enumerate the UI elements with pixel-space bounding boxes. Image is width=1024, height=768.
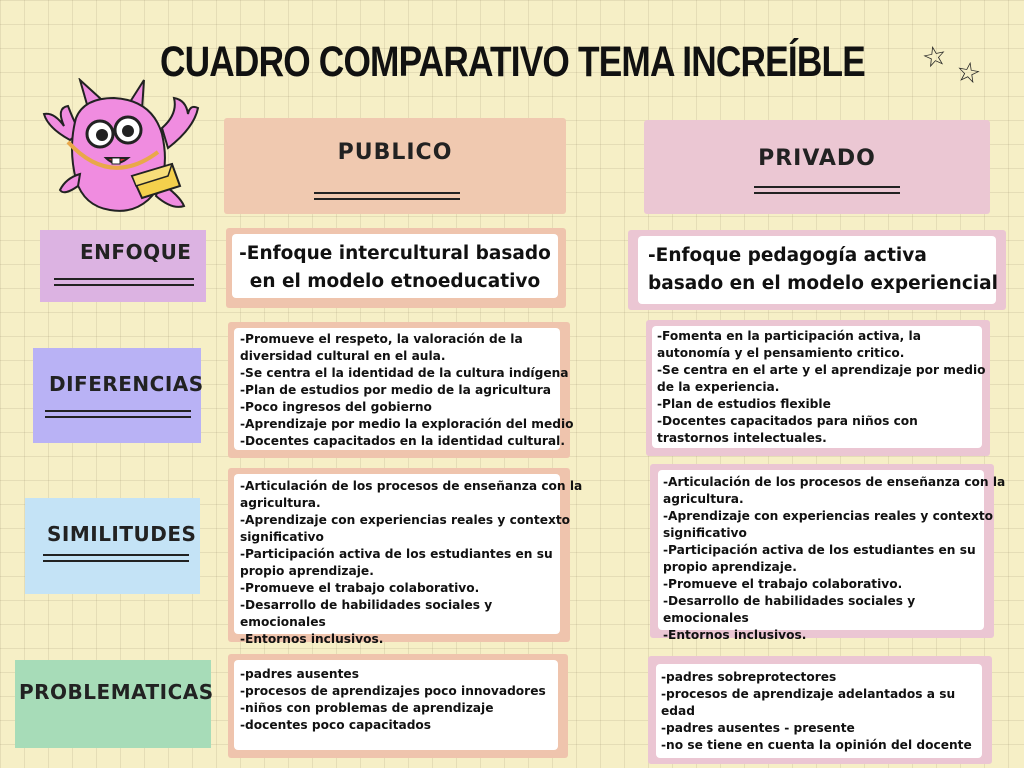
text-line: -padres ausentes - presente — [661, 721, 855, 735]
text-line: -padres sobreprotectores — [661, 670, 837, 684]
row-label-text: PROBLEMATICAS — [19, 680, 214, 704]
text-line: -procesos de aprendizajes poco innovadores — [240, 684, 546, 698]
text-line: -Docentes capacitados para niños con — [657, 414, 918, 428]
text-line: trastornos intelectuales. — [657, 431, 827, 445]
text-line: de la experiencia. — [657, 380, 780, 394]
text-line: -Docentes capacitados en la identidad cultural. — [240, 434, 565, 448]
text-line: significativo — [240, 530, 324, 544]
text-line: -Entornos inclusivos. — [663, 628, 807, 642]
cell-privado-similitudes — [650, 464, 1006, 642]
text-line: propio aprendizaje. — [663, 560, 797, 574]
text-line: -Promueve el respeto, la valoración de la — [240, 332, 523, 346]
underline-divider — [45, 410, 191, 412]
text-line: -Articulación de los procesos de enseñanza con la — [663, 475, 1006, 489]
cell-publico-problematicas — [228, 654, 568, 758]
text-line: -Promueve el trabajo colaborativo. — [240, 581, 480, 595]
text-line: emocionales — [240, 615, 326, 629]
underline-divider — [54, 284, 194, 286]
page-title: CUADRO COMPARATIVO TEMA INCREÍBLE — [160, 38, 865, 86]
text-line: -docentes poco capacitados — [240, 718, 432, 732]
text-line: -Se centra en el arte y el aprendizaje por medio — [657, 363, 986, 377]
text-line: -niños con problemas de aprendizaje — [240, 701, 494, 715]
text-line: -Enfoque pedagogía activa — [648, 245, 927, 266]
underline-divider — [54, 278, 194, 280]
column-header-publico — [224, 118, 566, 214]
row-label-diferencias — [33, 348, 204, 443]
row-label-text: ENFOQUE — [80, 240, 192, 264]
column-label-publico: PUBLICO — [337, 140, 453, 165]
text-line: en el modelo etnoeducativo — [249, 271, 541, 292]
text-line: -Enfoque intercultural basado — [239, 243, 551, 264]
diferencias-card — [234, 328, 574, 450]
column-header-privado — [644, 120, 990, 214]
cell-publico-enfoque — [226, 228, 566, 308]
row-label-problematicas — [15, 660, 214, 748]
text-line: significativo — [663, 526, 747, 540]
text-line: -Participación activa de los estudiantes en su — [663, 543, 976, 557]
enfoque-card — [232, 234, 558, 298]
text-line: diversidad cultural en el aula. — [240, 349, 446, 363]
similitudes-card — [658, 470, 1006, 642]
underline-divider — [43, 554, 189, 556]
cell-publico-diferencias — [228, 322, 574, 458]
text-line: edad — [661, 704, 695, 718]
text-line: -Aprendizaje por medio la exploración del medio — [240, 417, 574, 431]
enfoque-card — [638, 236, 996, 304]
diferencias-card — [652, 326, 986, 448]
text-line: agricultura. — [663, 492, 744, 506]
text-line: -Aprendizaje con experiencias reales y contexto — [663, 509, 994, 523]
underline-divider — [314, 192, 460, 194]
cell-publico-similitudes — [228, 468, 583, 646]
star-icon: ☆ — [953, 54, 984, 91]
text-line: emocionales — [663, 611, 749, 625]
underline-divider — [45, 416, 191, 418]
text-line: agricultura. — [240, 496, 321, 510]
text-line: -Fomenta en la participación activa, la — [657, 329, 921, 343]
text-line: -Se centra el la identidad de la cultura indígena — [240, 366, 569, 380]
text-line: -Participación activa de los estudiantes en su — [240, 547, 553, 561]
row-label-enfoque — [40, 230, 206, 302]
text-line: propio aprendizaje. — [240, 564, 374, 578]
text-line: -Plan de estudios flexible — [657, 397, 831, 411]
problematicas-card — [234, 660, 558, 750]
column-label-privado: PRIVADO — [758, 146, 876, 171]
text-line: -Poco ingresos del gobierno — [240, 400, 432, 414]
problematicas-card — [656, 664, 982, 758]
text-line: -Desarrollo de habilidades sociales y — [663, 594, 916, 608]
underline-divider — [314, 198, 460, 200]
text-line: -padres ausentes — [240, 667, 359, 681]
pink-monster-icon — [40, 78, 200, 218]
cell-privado-enfoque — [628, 230, 1006, 310]
row-label-similitudes — [25, 498, 200, 594]
similitudes-card — [234, 474, 583, 646]
text-line: -Plan de estudios por medio de la agricultura — [240, 383, 552, 397]
cell-privado-diferencias — [646, 320, 990, 456]
underline-divider — [43, 560, 189, 562]
row-label-text: DIFERENCIAS — [49, 372, 204, 396]
star-icon: ☆ — [918, 37, 951, 76]
underline-divider — [754, 192, 900, 194]
text-line: -Aprendizaje con experiencias reales y contexto — [240, 513, 571, 527]
row-label-text: SIMILITUDES — [47, 522, 197, 546]
text-line: -Articulación de los procesos de enseñanza con la — [240, 479, 583, 493]
text-line: -Desarrollo de habilidades sociales y — [240, 598, 493, 612]
text-line: -procesos de aprendizaje adelantados a su — [661, 687, 956, 701]
text-line: autonomía y el pensamiento critico. — [657, 346, 905, 360]
text-line: -Entornos inclusivos. — [240, 632, 384, 646]
text-line: -Promueve el trabajo colaborativo. — [663, 577, 903, 591]
cell-privado-problematicas — [648, 656, 992, 764]
underline-divider — [754, 186, 900, 188]
text-line: basado en el modelo experiencial — [648, 273, 998, 294]
text-line: -no se tiene en cuenta la opinión del docente — [661, 738, 972, 752]
